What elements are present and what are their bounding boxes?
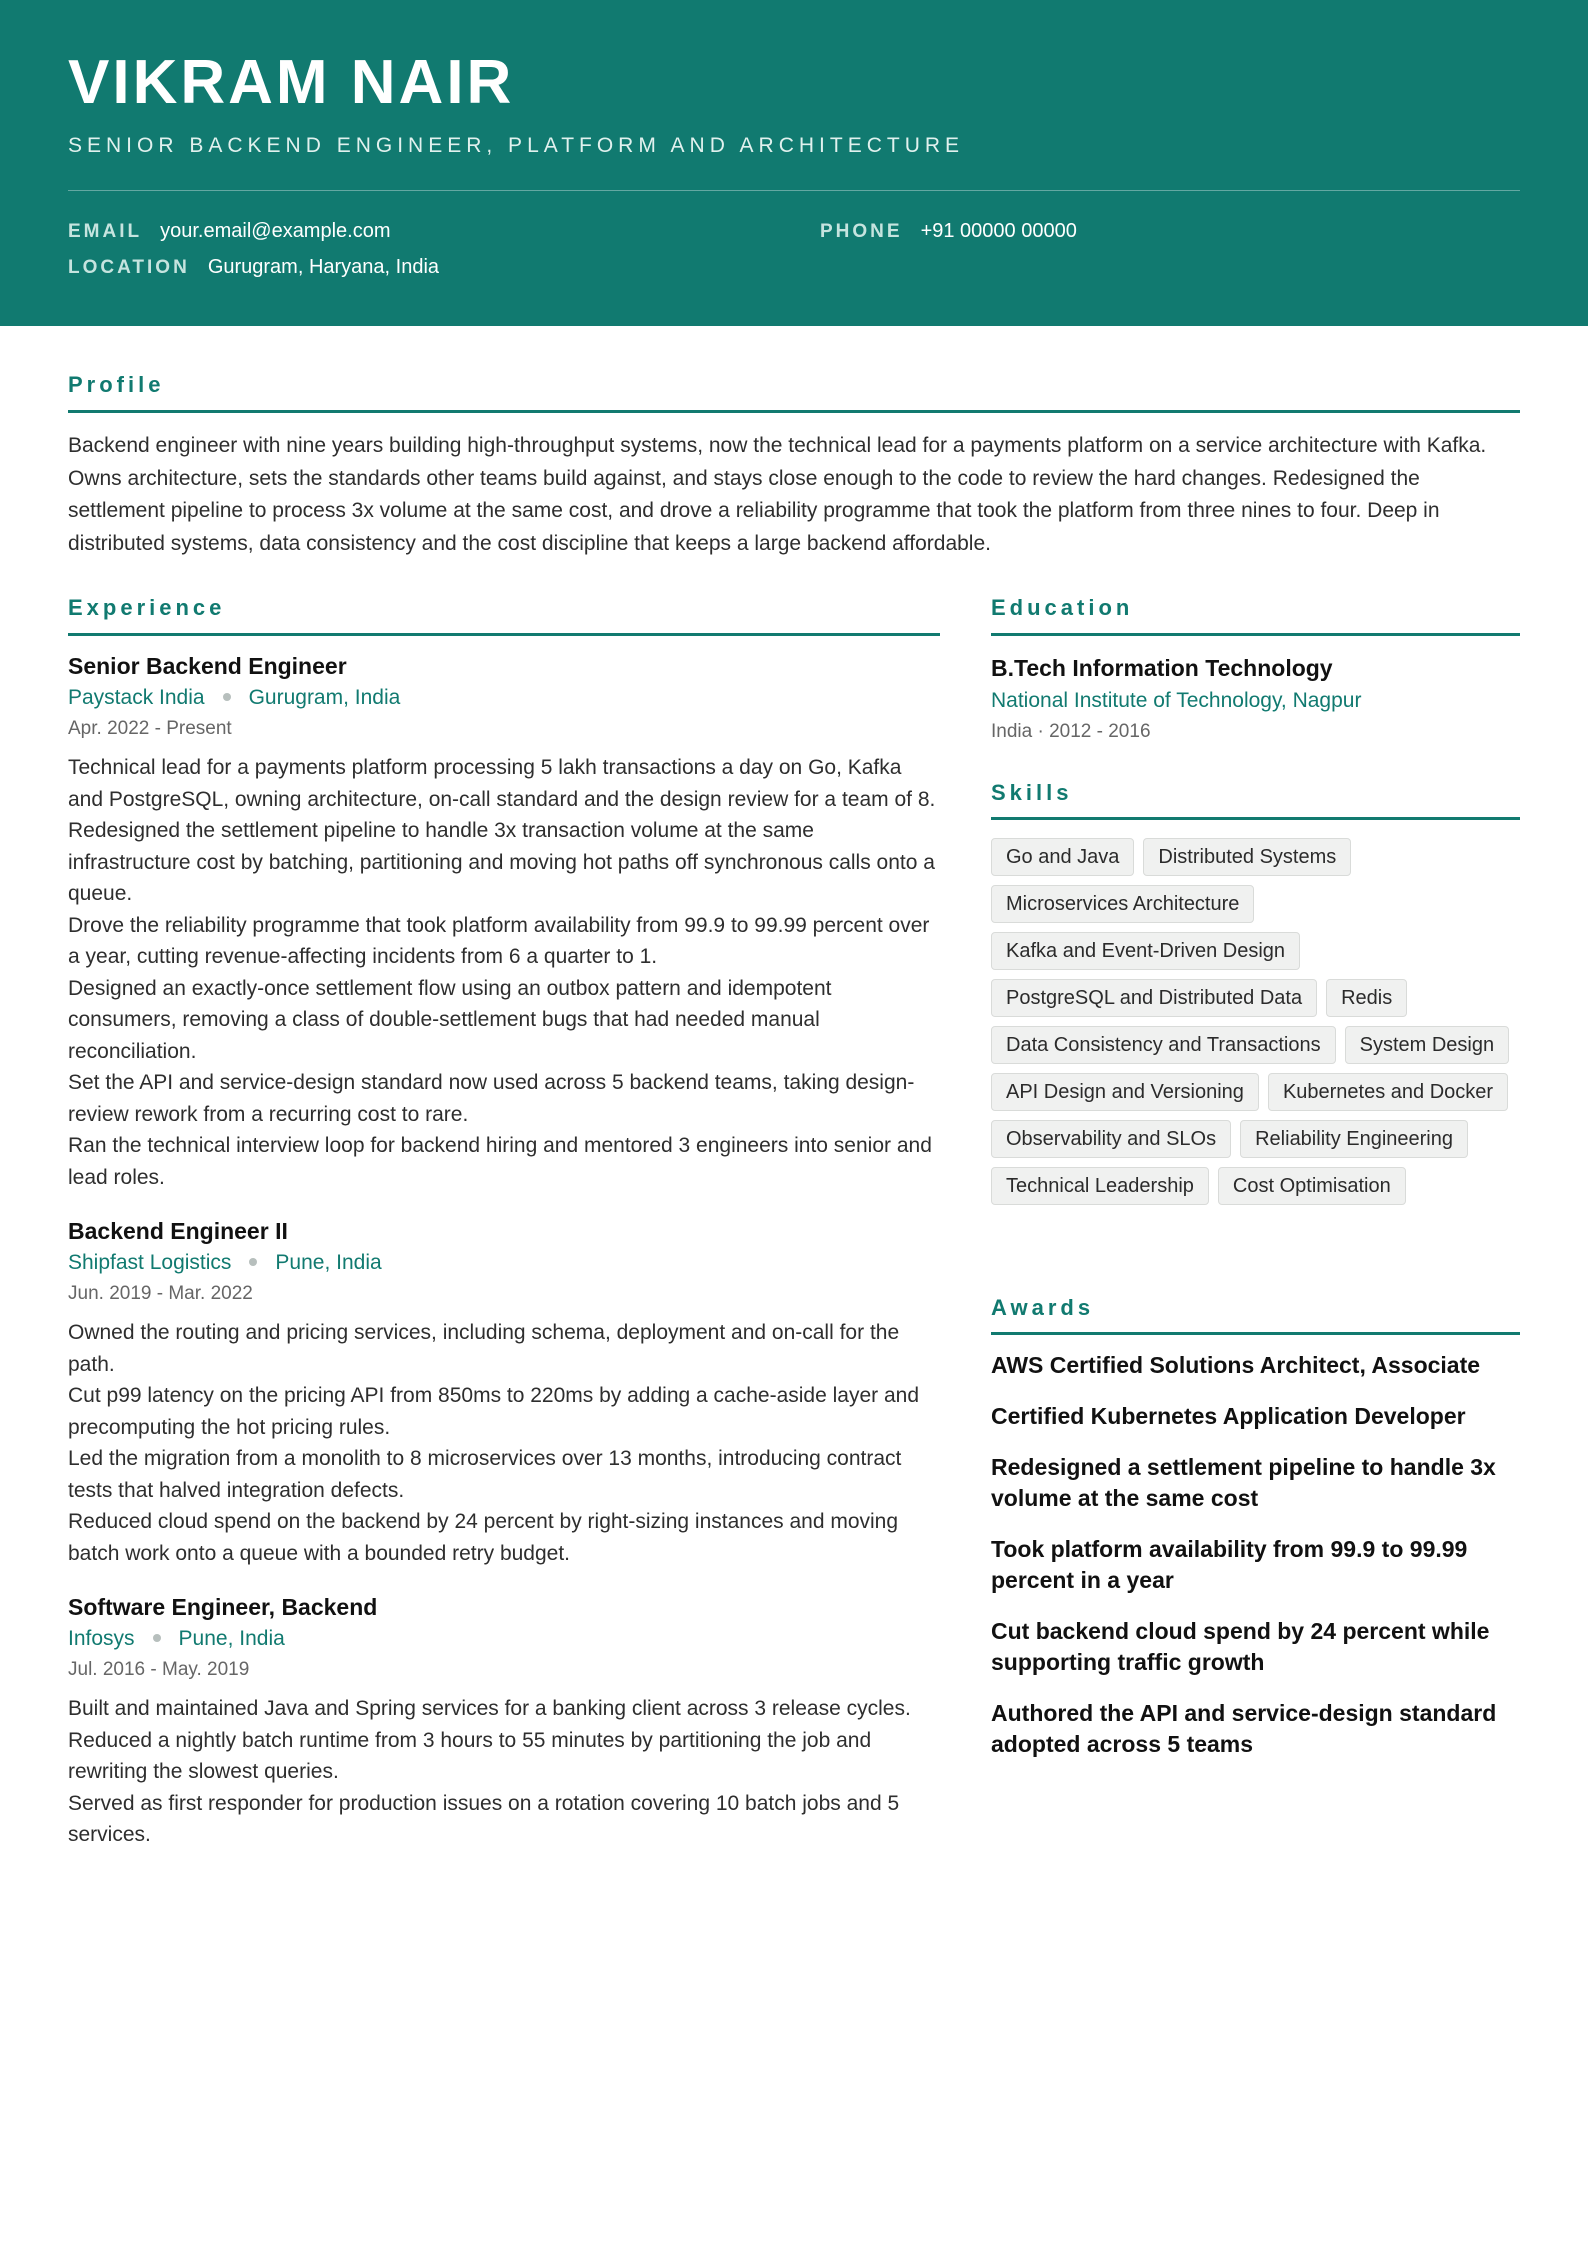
job-bullet: Reduced cloud spend on the backend by 24 percent by right-sizing instances and moving batch work onto a queue with a bounded retry budget. — [68, 1510, 899, 1565]
skill-chip: Distributed Systems — [1143, 838, 1351, 876]
education-school: National Institute of Technology, Nagpur — [991, 689, 1362, 712]
job-location: Pune, India — [178, 1627, 285, 1650]
job-location: Pune, India — [275, 1251, 382, 1274]
skill-chip: Cost Optimisation — [1218, 1167, 1406, 1205]
contact-email — [68, 218, 391, 245]
job-bullet: Redesigned the settlement pipeline to handle 3x transaction volume at the same infrastructure cost by batching, partitioning and moving hot paths off synchronous calls onto a queue. — [68, 819, 935, 905]
education-heading: Education — [991, 595, 1134, 620]
candidate-role: SENIOR BACKEND ENGINEER, PLATFORM AND ARCHITECTURE — [68, 134, 965, 157]
header-divider — [68, 190, 1520, 191]
phone-value[interactable]: +91 00000 00000 — [920, 220, 1077, 242]
award-item: Authored the API and service-design standard adopted across 5 teams — [991, 1700, 1497, 1757]
award-item: Redesigned a settlement pipeline to handle 3x volume at the same cost — [991, 1454, 1496, 1511]
job-title: Software Engineer, Backend — [68, 1594, 378, 1620]
contact-phone — [820, 218, 1077, 245]
location-value: Gurugram, Haryana, India — [207, 256, 440, 278]
skills-rule — [991, 817, 1520, 820]
job-bullet: Owned the routing and pricing services, including schema, deployment and on-call for the path. — [68, 1321, 900, 1376]
award-item: AWS Certified Solutions Architect, Associate — [991, 1352, 1481, 1378]
job-bullet: Cut p99 latency on the pricing API from 850ms to 220ms by adding a cache-aside layer and precomputing the hot pricing rules. — [68, 1384, 919, 1439]
award-item: Cut backend cloud spend by 24 percent while supporting traffic growth — [991, 1618, 1490, 1675]
skill-chip: Technical Leadership — [991, 1167, 1209, 1205]
job-bullet: Ran the technical interview loop for backend hiring and mentored 3 engineers into senior and lead roles. — [68, 1134, 932, 1189]
email-value[interactable]: your.email@example.com — [160, 220, 391, 242]
phone-label: PHONE — [820, 221, 903, 242]
job-location: Gurugram, India — [248, 686, 401, 709]
award-item: Certified Kubernetes Application Developer — [991, 1403, 1466, 1429]
skill-chip: Go and Java — [991, 838, 1134, 876]
awards-list — [991, 1350, 1531, 1780]
profile-rule — [68, 410, 1520, 413]
skill-chip: Data Consistency and Transactions — [991, 1026, 1336, 1064]
job-company: Shipfast Logistics — [68, 1251, 232, 1274]
job-dates: Apr. 2022 - Present — [68, 718, 232, 739]
skill-chip: System Design — [1345, 1026, 1510, 1064]
profile-summary: Backend engineer with nine years building high-throughput systems, now the technical lead for a payments platform on a service architecture with Kafka. Owns architecture, sets the standards other teams build against, and stays close enough to the code to review the hard changes. Redesigned the settlement pipeline to process 3x volume at the same cost, and drove a reliability programme that took the platform from three nines to four. Deep in distributed systems, data consistency and the cost discipline that keeps a large backend affordable. — [68, 434, 1487, 555]
job-bullet: Set the API and service-design standard now used across 5 backend teams, taking design-review rework from a recurring cost to rare. — [68, 1071, 915, 1126]
candidate-name: VIKRAM NAIR — [68, 48, 515, 117]
skills-list — [991, 838, 1531, 1214]
location-label: LOCATION — [68, 257, 190, 278]
separator-dot-icon — [249, 1258, 257, 1266]
experience-heading: Experience — [68, 595, 226, 620]
job-dates: Jul. 2016 - May. 2019 — [68, 1659, 250, 1680]
job-meta — [68, 1623, 940, 1655]
separator-dot-icon — [223, 693, 231, 701]
skill-chip: API Design and Versioning — [991, 1073, 1259, 1111]
job-entry — [68, 650, 940, 1193]
skill-chip: Reliability Engineering — [1240, 1120, 1468, 1158]
award-item: Took platform availability from 99.9 to 99.99 percent in a year — [991, 1536, 1468, 1593]
education-meta: India · 2012 - 2016 — [991, 721, 1151, 742]
job-company: Paystack India — [68, 686, 205, 709]
job-title: Senior Backend Engineer — [68, 653, 347, 679]
job-dates: Jun. 2019 - Mar. 2022 — [68, 1283, 253, 1304]
job-entry — [68, 1215, 940, 1569]
skill-chip: PostgreSQL and Distributed Data — [991, 979, 1317, 1017]
skill-chip: Kafka and Event-Driven Design — [991, 932, 1300, 970]
job-company: Infosys — [68, 1627, 135, 1650]
job-bullet: Led the migration from a monolith to 8 microservices over 13 months, introducing contract tests that halved integration defects. — [68, 1447, 902, 1502]
education-rule — [991, 633, 1520, 636]
skills-heading: Skills — [991, 780, 1073, 805]
education-degree: B.Tech Information Technology — [991, 655, 1333, 681]
job-bullet: Served as first responder for production issues on a rotation covering 10 batch jobs and 5 services. — [68, 1791, 900, 1846]
job-bullet: Built and maintained Java and Spring services for a banking client across 3 release cycles. — [68, 1697, 911, 1720]
job-meta — [68, 1247, 940, 1279]
skill-chip: Kubernetes and Docker — [1268, 1073, 1508, 1111]
job-entry — [68, 1591, 940, 1851]
contact-location — [68, 254, 439, 281]
awards-heading: Awards — [991, 1295, 1095, 1320]
skill-chip: Observability and SLOs — [991, 1120, 1231, 1158]
resume-header — [0, 0, 1588, 326]
job-bullet: Reduced a nightly batch runtime from 3 hours to 55 minutes by partitioning the job and rewriting the slowest queries. — [68, 1728, 872, 1783]
job-bullet: Designed an exactly-once settlement flow using an outbox pattern and idempotent consumers, removing a class of double-settlement bugs that had needed manual reconciliation. — [68, 976, 832, 1063]
job-meta — [68, 682, 940, 714]
awards-rule — [991, 1332, 1520, 1335]
job-title: Backend Engineer II — [68, 1218, 288, 1244]
profile-heading: Profile — [68, 372, 165, 397]
job-bullet: Technical lead for a payments platform processing 5 lakh transactions a day on Go, Kafka and PostgreSQL, owning architecture, on-call standard and the design review for a team of 8. — [68, 756, 936, 811]
experience-list — [68, 650, 940, 1873]
experience-rule — [68, 633, 940, 636]
separator-dot-icon — [153, 1634, 161, 1642]
job-bullet: Drove the reliability programme that took platform availability from 99.9 to 99.99 percent over a year, cutting revenue-affecting incidents from 6 a quarter to 1. — [68, 913, 930, 968]
skill-chip: Microservices Architecture — [991, 885, 1254, 923]
email-label: EMAIL — [68, 221, 143, 242]
skill-chip: Redis — [1326, 979, 1407, 1017]
